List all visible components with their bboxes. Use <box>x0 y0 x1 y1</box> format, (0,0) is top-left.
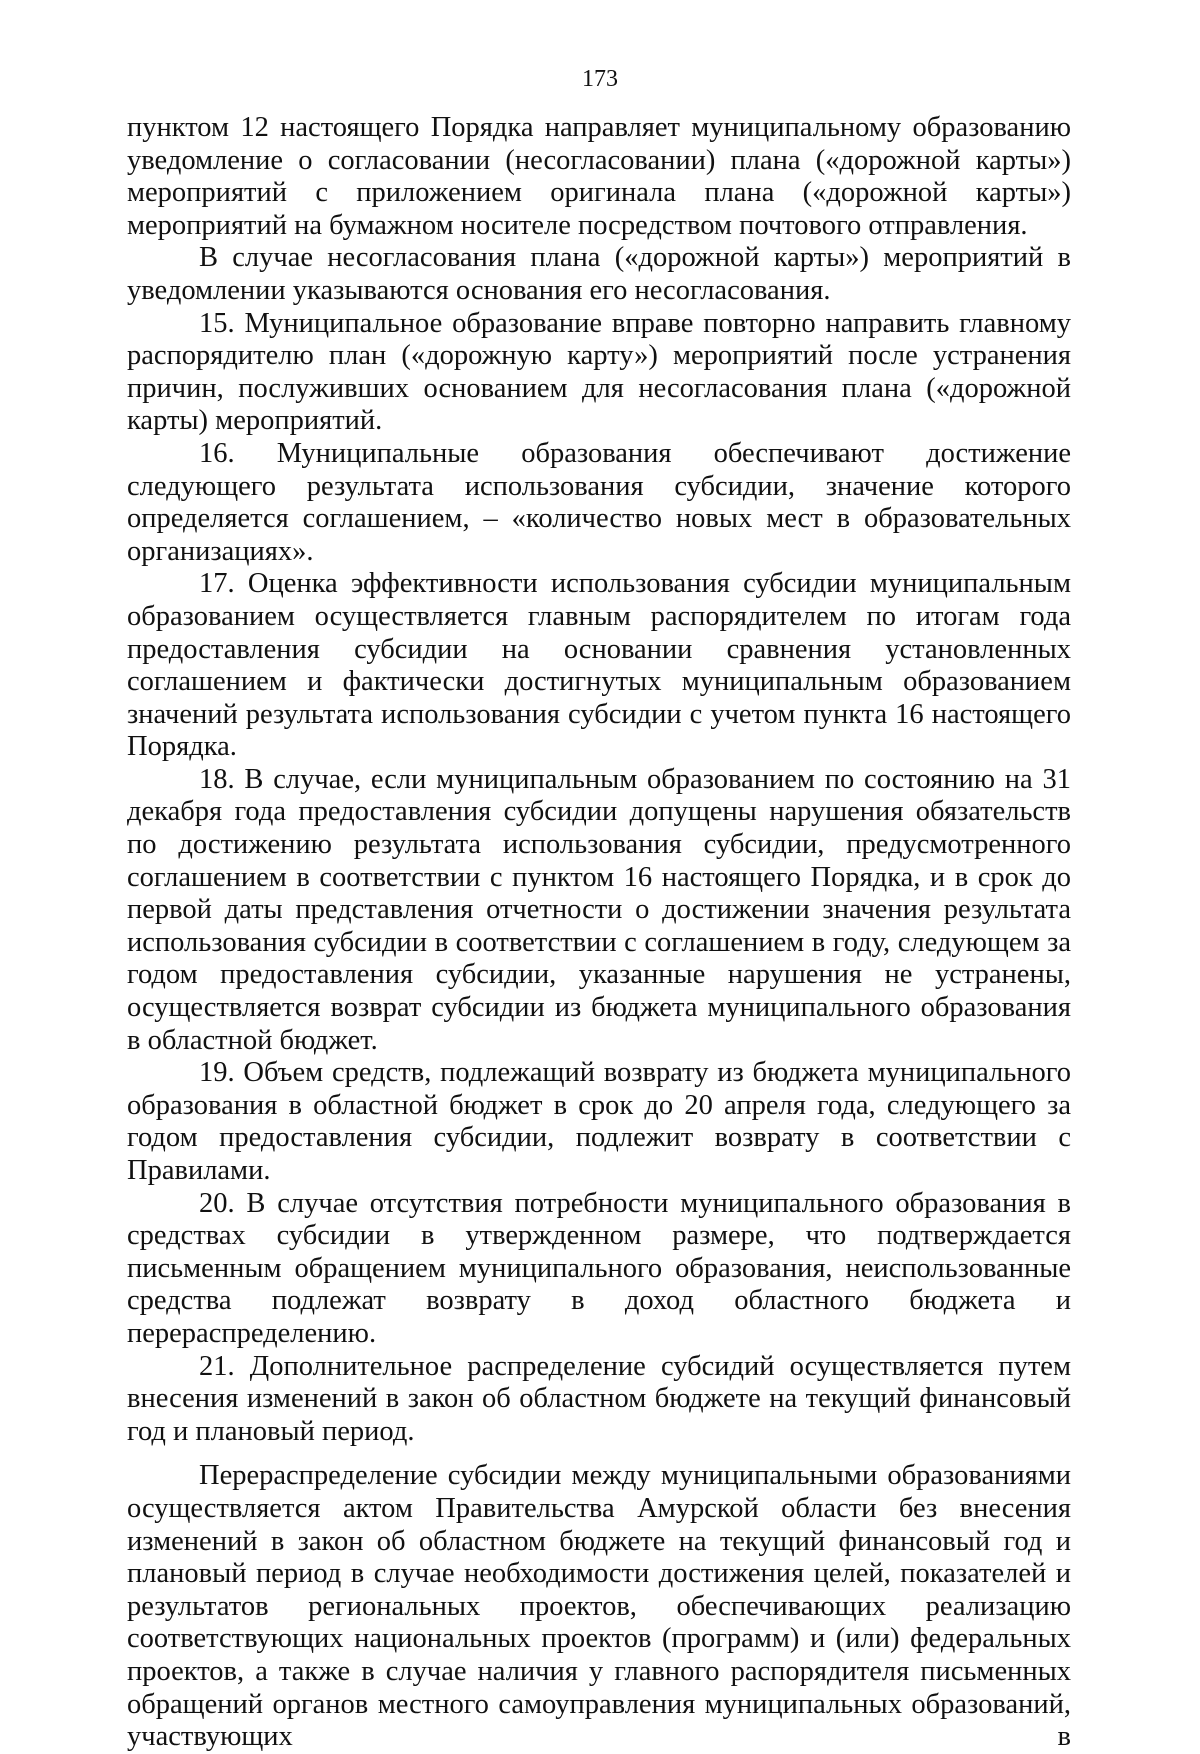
paragraph-redistribution: Перераспределение субсидии между муниципальными образованиями осуществляется актом Правительства Амурской области без внесения изменений в закон об областном бюджете на текущий финансовый год и плановый период в случае необходимости достижения целей, показателей и результатов региональных проектов, обеспечивающих реализацию соответствующих национальных проектов (программ) и (или) федеральных проектов, а также в случае наличия у главного распорядителя письменных обращений органов местного самоуправления муниципальных образований, участвующих в <box>127 1460 1071 1753</box>
paragraph-item-15: 15. Муниципальное образование вправе повторно направить главному распорядителю план («дорожную карту») мероприятий после устранения причин, послуживших основанием для несогласования плана («дорожной карты) мероприятий. <box>127 307 1071 437</box>
paragraph-continuation: пунктом 12 настоящего Порядка направляет муниципальному образованию уведомление о согласовании (несогласовании) плана («дорожной карты») мероприятий с приложением оригинала плана («дорожной карты») мероприятий на бумажном носителе посредством почтового отправления. <box>127 112 1071 241</box>
paragraph-item-21: 21. Дополнительное распределение субсидий осуществляется путем внесения изменений в закон об областном бюджете на текущий финансовый год и плановый период. <box>127 1350 1071 1447</box>
paragraph-item-20: 20. В случае отсутствия потребности муниципального образования в средствах субсидии в утвержденном размере, что подтверждается письменным обращением муниципального образования, неиспользованные средства подлежат возврату в доход областного бюджета и перераспределению. <box>127 1187 1071 1349</box>
paragraph-item-19: 19. Объем средств, подлежащий возврату из бюджета муниципального образования в областной бюджет в срок до 20 апреля года, следующего за годом предоставления субсидии, подлежит возврату в соответствии с Правилами. <box>127 1057 1071 1186</box>
paragraph-item-17: 17. Оценка эффективности использования субсидии муниципальным образованием осуществляется главным распорядителем по итогам года предоставления субсидии на основании сравнения установленных соглашением и фактически достигнутых муниципальным образованием значений результата использования субсидии с учетом пункта 16 настоящего Порядка. <box>127 568 1071 763</box>
document-body <box>127 112 1071 1754</box>
paragraph-nonapproval-grounds: В случае несогласования плана («дорожной карты») мероприятий в уведомлении указываются основания его несогласования. <box>127 242 1071 306</box>
page-number: 173 <box>582 66 618 92</box>
paragraph-item-18: 18. В случае, если муниципальным образованием по состоянию на 31 декабря года предоставления субсидии допущены нарушения обязательств по достижению результата использования субсидии, предусмотренного соглашением в соответствии с пунктом 16 настоящего Порядка, и в срок до первой даты представления отчетности о достижении значения результата использования субсидии в соответствии с соглашением в году, следующем за годом предоставления субсидии, указанные нарушения не устранены, осуществляется возврат субсидии из бюджета муниципального образования в областной бюджет. <box>127 763 1071 1056</box>
paragraph-item-16: 16. Муниципальные образования обеспечивают достижение следующего результата использования субсидии, значение которого определяется соглашением, – «количество новых мест в образовательных организациях». <box>127 437 1071 567</box>
